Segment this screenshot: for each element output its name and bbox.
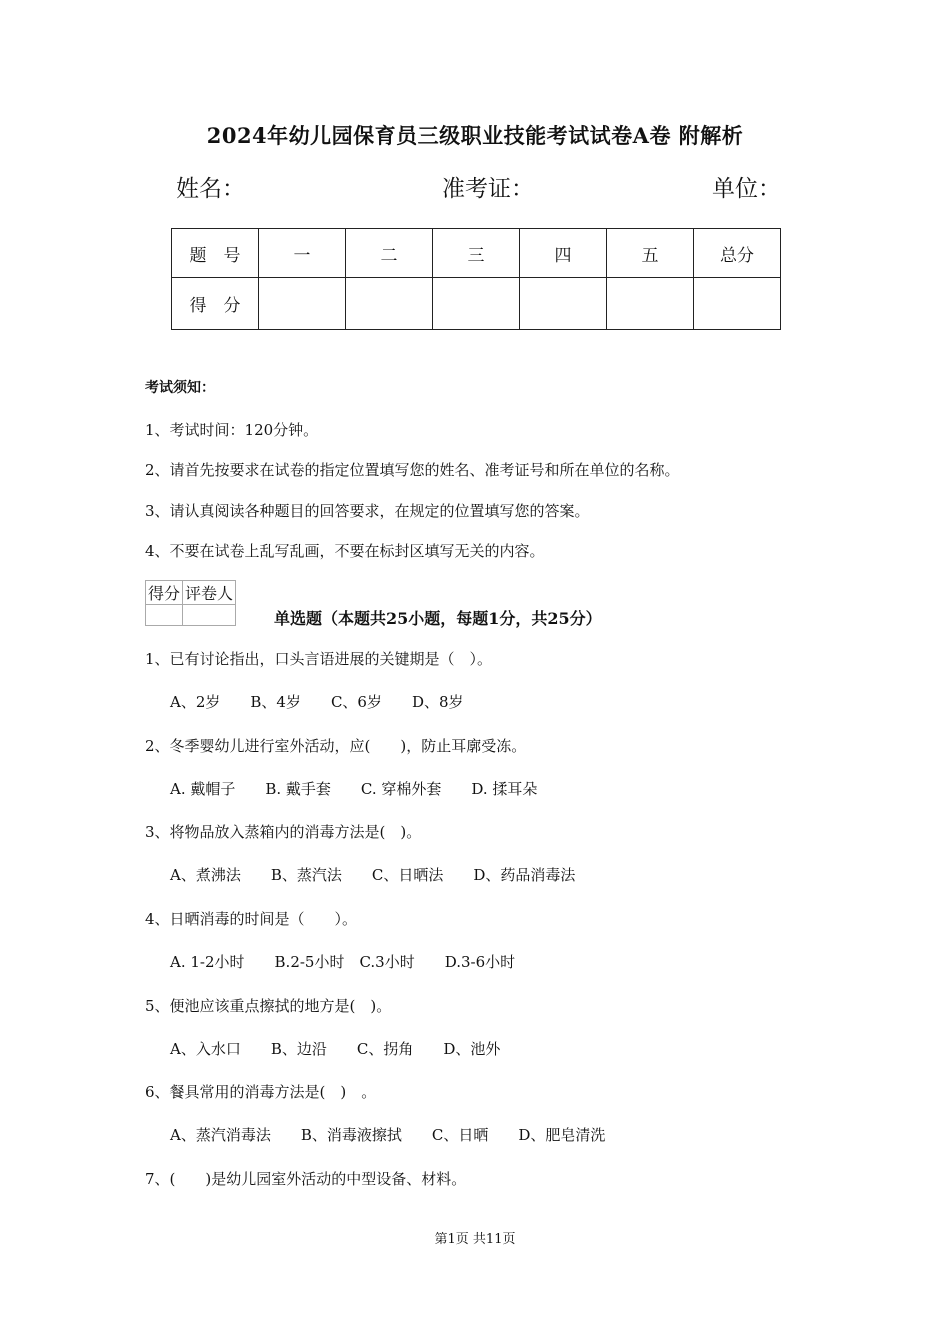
score-table-cell: 三 bbox=[433, 229, 520, 278]
notice-item: 1、考试时间：120分钟。 bbox=[145, 421, 319, 439]
grader-name-cell[interactable] bbox=[183, 605, 236, 626]
grader-score-label: 得分 bbox=[146, 581, 183, 605]
question-options: A. 1-2小时 B.2-5小时 C.3小时 D.3-6小时 bbox=[170, 953, 516, 971]
score-table-cell: 五 bbox=[607, 229, 694, 278]
score-table-score-row bbox=[172, 278, 781, 330]
grader-box bbox=[145, 580, 236, 626]
score-input-cell[interactable] bbox=[433, 278, 520, 330]
page-footer: 第1页 共11页 bbox=[434, 1232, 516, 1247]
question-text: 5、便池应该重点擦拭的地方是( )。 bbox=[145, 997, 392, 1015]
question-text: 2、冬季婴幼儿进行室外活动，应( )，防止耳廓受冻。 bbox=[145, 737, 527, 755]
score-input-cell[interactable] bbox=[520, 278, 607, 330]
score-table-cell: 一 bbox=[259, 229, 346, 278]
score-row-label: 得 分 bbox=[172, 278, 259, 330]
score-input-cell[interactable] bbox=[346, 278, 433, 330]
question-text: 1、已有讨论指出，口头言语进展的关键期是（ ）。 bbox=[145, 650, 493, 668]
score-input-cell[interactable] bbox=[694, 278, 781, 330]
name-label: 姓名： bbox=[176, 176, 245, 202]
score-table-cell: 二 bbox=[346, 229, 433, 278]
question-text: 3、将物品放入蒸箱内的消毒方法是( )。 bbox=[145, 823, 422, 841]
score-table-cell: 题 号 bbox=[172, 229, 259, 278]
notice-item: 2、请首先按要求在试卷的指定位置填写您的姓名、准考证号和所在单位的名称。 bbox=[145, 461, 680, 479]
question-options: A、入水口 B、边沿 C、拐角 D、池外 bbox=[170, 1040, 501, 1058]
notice-title: 考试须知： bbox=[145, 380, 215, 396]
header-fields bbox=[176, 170, 781, 204]
section-title: 单选题（本题共25小题，每题1分，共25分） bbox=[274, 609, 602, 628]
notice-item: 3、请认真阅读各种题目的回答要求，在规定的位置填写您的答案。 bbox=[145, 502, 590, 520]
score-table-cell: 总分 bbox=[694, 229, 781, 278]
score-input-cell[interactable] bbox=[259, 278, 346, 330]
unit-label: 单位： bbox=[712, 176, 781, 202]
question-options: A、煮沸法 B、蒸汽法 C、日晒法 D、药品消毒法 bbox=[170, 866, 576, 884]
page-title: 2024年幼儿园保育员三级职业技能考试试卷A卷 附解析 bbox=[206, 123, 744, 148]
question-options: A、2岁 B、4岁 C、6岁 D、8岁 bbox=[170, 693, 464, 711]
score-table bbox=[171, 228, 781, 330]
question-text: 7、( )是幼儿园室外活动的中型设备、材料。 bbox=[145, 1170, 467, 1188]
question-text: 4、日晒消毒的时间是（ ）。 bbox=[145, 910, 358, 928]
notice-item: 4、不要在试卷上乱写乱画，不要在标封区填写无关的内容。 bbox=[145, 542, 545, 560]
grader-score-cell[interactable] bbox=[146, 605, 183, 626]
question-text: 6、餐具常用的消毒方法是( ) 。 bbox=[145, 1083, 377, 1101]
question-options: A. 戴帽子 B. 戴手套 C. 穿棉外套 D. 揉耳朵 bbox=[170, 780, 538, 798]
grader-name-label: 评卷人 bbox=[183, 581, 236, 605]
exam-id-label: 准考证： bbox=[442, 176, 534, 202]
score-table-header-row bbox=[172, 229, 781, 278]
question-options: A、蒸汽消毒法 B、消毒液擦拭 C、日晒 D、肥皂清洗 bbox=[170, 1126, 606, 1144]
score-table-cell: 四 bbox=[520, 229, 607, 278]
score-input-cell[interactable] bbox=[607, 278, 694, 330]
